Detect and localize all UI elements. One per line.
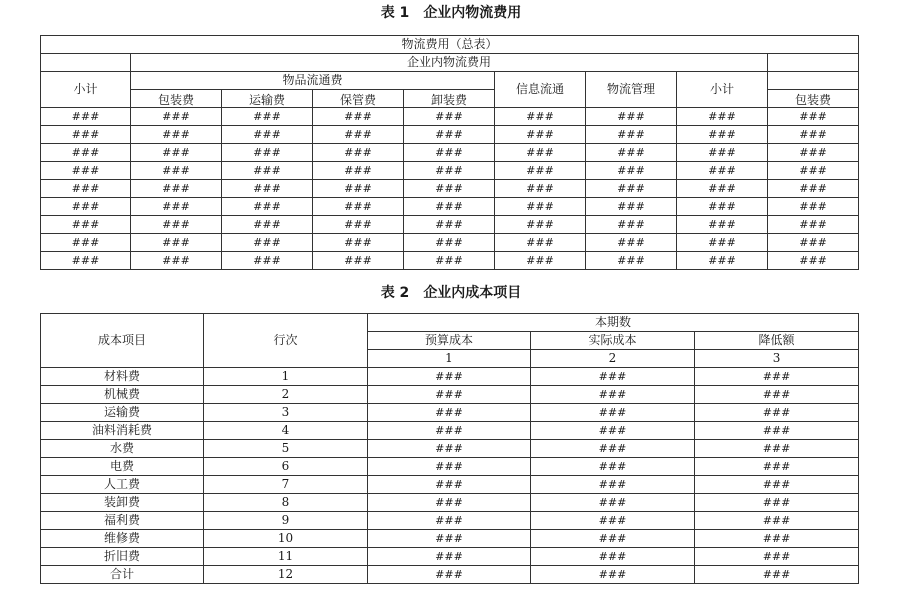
table-row <box>41 386 859 404</box>
table-cell: ### <box>131 198 222 216</box>
budget-cost-cell: ### <box>368 494 531 512</box>
actual-cost-cell: ### <box>531 422 695 440</box>
table-cell: ### <box>313 252 404 270</box>
budget-cost-cell: ### <box>368 530 531 548</box>
reduction-cell: ### <box>695 422 859 440</box>
line-number-cell: 5 <box>204 440 368 458</box>
table-row <box>41 198 859 216</box>
table-cell: ### <box>404 234 495 252</box>
table-cell: ### <box>222 234 313 252</box>
header-empty-cell <box>768 54 859 72</box>
table-cell: ### <box>41 126 131 144</box>
line-number-cell: 1 <box>204 368 368 386</box>
table-cell: ### <box>313 234 404 252</box>
table-cell: ### <box>586 252 677 270</box>
table-cell: ### <box>768 198 859 216</box>
table-row <box>41 440 859 458</box>
table-row <box>41 126 859 144</box>
header-reduction-number: 3 <box>695 350 859 368</box>
reduction-cell: ### <box>695 476 859 494</box>
budget-cost-cell: ### <box>368 512 531 530</box>
table-cell: ### <box>495 162 586 180</box>
table-cell: ### <box>404 108 495 126</box>
header-goods-flow-cost: 物品流通费 <box>131 72 495 90</box>
table-cell: ### <box>768 216 859 234</box>
header-reduction: 降低额 <box>695 332 859 350</box>
table-cell: ### <box>768 162 859 180</box>
table-row <box>41 404 859 422</box>
line-number-cell: 4 <box>204 422 368 440</box>
table-cell: ### <box>677 216 768 234</box>
reduction-cell: ### <box>695 548 859 566</box>
header-packaging-right: 包装费 <box>768 90 859 108</box>
table-cell: ### <box>677 162 768 180</box>
cost-items-table <box>40 313 859 584</box>
cost-item-cell: 维修费 <box>41 530 204 548</box>
table-cell: ### <box>404 180 495 198</box>
table-cell: ### <box>768 234 859 252</box>
cost-item-cell: 油料消耗费 <box>41 422 204 440</box>
table-row <box>41 548 859 566</box>
table1-header-row-1 <box>41 36 859 54</box>
table-cell: ### <box>495 198 586 216</box>
budget-cost-cell: ### <box>368 422 531 440</box>
table-cell: ### <box>313 162 404 180</box>
table-cell: ### <box>313 126 404 144</box>
table-cell: ### <box>222 216 313 234</box>
table-row <box>41 252 859 270</box>
header-actual-number: 2 <box>531 350 695 368</box>
table-row <box>41 566 859 584</box>
actual-cost-cell: ### <box>531 458 695 476</box>
line-number-cell: 8 <box>204 494 368 512</box>
table-cell: ### <box>586 162 677 180</box>
header-budget-cost: 预算成本 <box>368 332 531 350</box>
header-packaging: 包装费 <box>131 90 222 108</box>
header-line-number: 行次 <box>204 314 368 368</box>
table-cell: ### <box>313 180 404 198</box>
table-cell: ### <box>131 216 222 234</box>
line-number-cell: 3 <box>204 404 368 422</box>
table-cell: ### <box>586 180 677 198</box>
line-number-cell: 9 <box>204 512 368 530</box>
table-cell: ### <box>677 144 768 162</box>
table-cell: ### <box>768 126 859 144</box>
table-cell: ### <box>404 198 495 216</box>
table-row <box>41 368 859 386</box>
actual-cost-cell: ### <box>531 548 695 566</box>
line-number-cell: 7 <box>204 476 368 494</box>
line-number-cell: 12 <box>204 566 368 584</box>
table-cell: ### <box>404 126 495 144</box>
table2-caption <box>0 284 902 302</box>
reduction-cell: ### <box>695 494 859 512</box>
reduction-cell: ### <box>695 512 859 530</box>
table-cell: ### <box>222 162 313 180</box>
table-cell: ### <box>41 144 131 162</box>
cost-item-cell: 人工费 <box>41 476 204 494</box>
budget-cost-cell: ### <box>368 440 531 458</box>
header-info-flow: 信息流通 <box>495 72 586 108</box>
cost-item-cell: 运输费 <box>41 404 204 422</box>
table-cell: ### <box>404 216 495 234</box>
cost-item-cell: 折旧费 <box>41 548 204 566</box>
budget-cost-cell: ### <box>368 476 531 494</box>
table-cell: ### <box>41 216 131 234</box>
budget-cost-cell: ### <box>368 404 531 422</box>
table-row <box>41 476 859 494</box>
table-row <box>41 422 859 440</box>
table-cell: ### <box>41 252 131 270</box>
table-cell: ### <box>222 252 313 270</box>
header-internal-logistics-cost: 企业内物流费用 <box>131 54 768 72</box>
actual-cost-cell: ### <box>531 512 695 530</box>
header-transport: 运输费 <box>222 90 313 108</box>
actual-cost-cell: ### <box>531 440 695 458</box>
table-cell: ### <box>677 252 768 270</box>
table-cell: ### <box>586 144 677 162</box>
table-cell: ### <box>222 108 313 126</box>
table-cell: ### <box>313 198 404 216</box>
cost-item-cell: 电费 <box>41 458 204 476</box>
table-cell: ### <box>495 180 586 198</box>
table-cell: ### <box>495 216 586 234</box>
header-storage: 保管费 <box>313 90 404 108</box>
table-cell: ### <box>677 234 768 252</box>
table2-header-row-1 <box>41 314 859 332</box>
line-number-cell: 2 <box>204 386 368 404</box>
table1-caption <box>0 4 902 22</box>
table-row <box>41 180 859 198</box>
header-current-period: 本期数 <box>368 314 859 332</box>
table-cell: ### <box>313 216 404 234</box>
cost-item-cell: 福利费 <box>41 512 204 530</box>
table-row <box>41 530 859 548</box>
line-number-cell: 11 <box>204 548 368 566</box>
actual-cost-cell: ### <box>531 494 695 512</box>
budget-cost-cell: ### <box>368 548 531 566</box>
table-cell: ### <box>41 180 131 198</box>
logistics-cost-table <box>40 35 859 270</box>
reduction-cell: ### <box>695 386 859 404</box>
line-number-cell: 10 <box>204 530 368 548</box>
table-cell: ### <box>41 108 131 126</box>
cost-item-cell: 水费 <box>41 440 204 458</box>
table-cell: ### <box>41 162 131 180</box>
table-cell: ### <box>41 234 131 252</box>
table-row <box>41 494 859 512</box>
table1-header-row-3 <box>41 72 859 90</box>
table-cell: ### <box>495 108 586 126</box>
table-cell: ### <box>768 180 859 198</box>
table-cell: ### <box>41 198 131 216</box>
actual-cost-cell: ### <box>531 404 695 422</box>
reduction-cell: ### <box>695 368 859 386</box>
table-cell: ### <box>677 126 768 144</box>
header-total-logistics-cost: 物流费用（总表） <box>41 36 859 54</box>
actual-cost-cell: ### <box>531 368 695 386</box>
cost-item-cell: 机械费 <box>41 386 204 404</box>
table-cell: ### <box>495 252 586 270</box>
table-cell: ### <box>677 198 768 216</box>
table-cell: ### <box>495 234 586 252</box>
table-cell: ### <box>131 180 222 198</box>
budget-cost-cell: ### <box>368 458 531 476</box>
table-cell: ### <box>313 108 404 126</box>
header-subtotal-left: 小计 <box>41 72 131 108</box>
table-row <box>41 458 859 476</box>
table-cell: ### <box>677 180 768 198</box>
reduction-cell: ### <box>695 458 859 476</box>
table-row <box>41 144 859 162</box>
header-subtotal-right: 小计 <box>677 72 768 108</box>
table-cell: ### <box>404 162 495 180</box>
reduction-cell: ### <box>695 440 859 458</box>
cost-item-cell: 装卸费 <box>41 494 204 512</box>
table-cell: ### <box>131 162 222 180</box>
actual-cost-cell: ### <box>531 386 695 404</box>
table-cell: ### <box>222 126 313 144</box>
table-cell: ### <box>586 126 677 144</box>
table-cell: ### <box>131 144 222 162</box>
table-cell: ### <box>586 198 677 216</box>
reduction-cell: ### <box>695 566 859 584</box>
cost-item-cell: 材料费 <box>41 368 204 386</box>
table-cell: ### <box>768 252 859 270</box>
table-cell: ### <box>768 108 859 126</box>
actual-cost-cell: ### <box>531 566 695 584</box>
table1-caption-text: 企业内物流费用 <box>423 5 522 21</box>
table2-caption-number: 表 2 <box>380 285 410 301</box>
table-cell: ### <box>404 252 495 270</box>
header-cost-item: 成本项目 <box>41 314 204 368</box>
table-cell: ### <box>131 234 222 252</box>
header-actual-cost: 实际成本 <box>531 332 695 350</box>
actual-cost-cell: ### <box>531 476 695 494</box>
table-cell: ### <box>222 198 313 216</box>
table-cell: ### <box>768 144 859 162</box>
header-logistics-mgmt: 物流管理 <box>586 72 677 108</box>
header-empty-cell <box>768 72 859 90</box>
table1-header-row-2 <box>41 54 859 72</box>
table-row <box>41 512 859 530</box>
actual-cost-cell: ### <box>531 530 695 548</box>
budget-cost-cell: ### <box>368 386 531 404</box>
header-loading: 卸装费 <box>404 90 495 108</box>
budget-cost-cell: ### <box>368 368 531 386</box>
table-cell: ### <box>586 234 677 252</box>
table-cell: ### <box>404 144 495 162</box>
table2-caption-text: 企业内成本项目 <box>423 285 522 301</box>
header-empty-cell <box>41 54 131 72</box>
reduction-cell: ### <box>695 404 859 422</box>
table1-caption-number: 表 1 <box>380 5 410 21</box>
table-cell: ### <box>131 108 222 126</box>
budget-cost-cell: ### <box>368 566 531 584</box>
table-row <box>41 162 859 180</box>
table-row <box>41 234 859 252</box>
table-cell: ### <box>495 126 586 144</box>
table-cell: ### <box>222 144 313 162</box>
table-cell: ### <box>131 126 222 144</box>
table-cell: ### <box>313 144 404 162</box>
table-cell: ### <box>495 144 586 162</box>
line-number-cell: 6 <box>204 458 368 476</box>
table-cell: ### <box>586 108 677 126</box>
table-cell: ### <box>677 108 768 126</box>
table-cell: ### <box>131 252 222 270</box>
header-budget-number: 1 <box>368 350 531 368</box>
table-row <box>41 108 859 126</box>
reduction-cell: ### <box>695 530 859 548</box>
table-cell: ### <box>586 216 677 234</box>
table-cell: ### <box>222 180 313 198</box>
cost-item-cell: 合计 <box>41 566 204 584</box>
table-row <box>41 216 859 234</box>
